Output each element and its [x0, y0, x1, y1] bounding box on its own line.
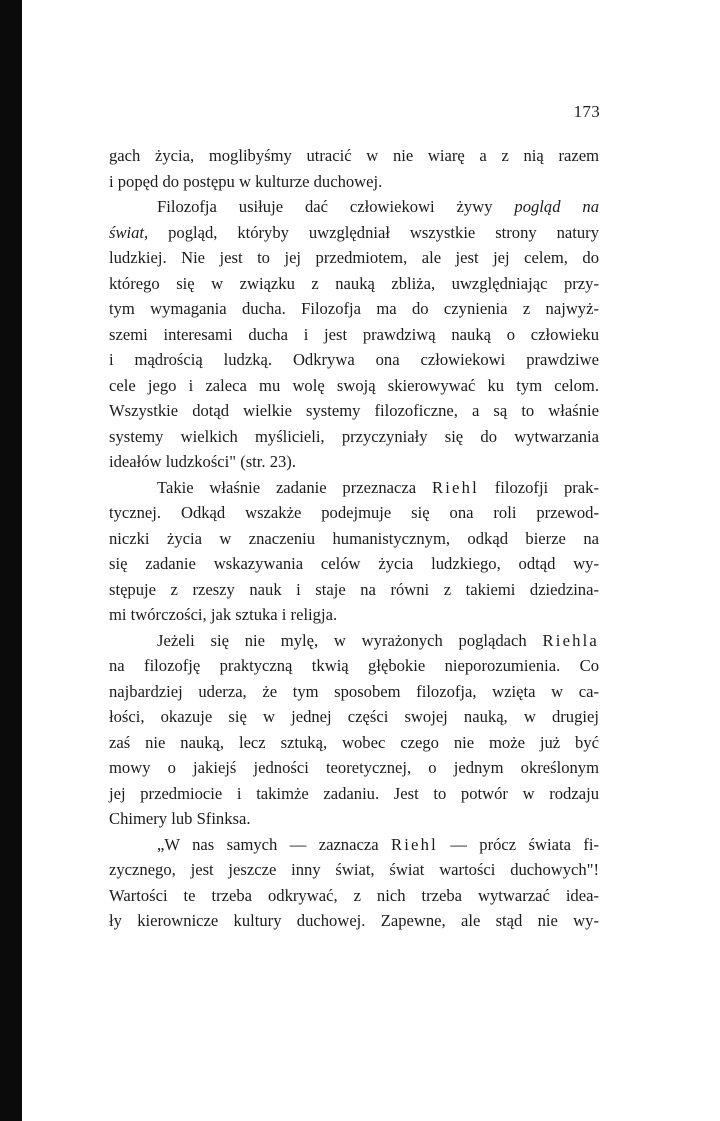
text-line: ideałów ludzkości" (str. 23). — [109, 452, 296, 471]
text-line: najbardziej uderza, że tym sposobem filozofja, wzięta w ca- — [109, 681, 599, 701]
text-line — [109, 220, 599, 246]
text-line: zycznego, jest jeszcze inny świat, świat wartości duchowych"! — [109, 860, 599, 879]
text-span: pogląd, któryby uwzględniał wszystkie strony natury — [148, 222, 599, 242]
text-line: zaś nie nauką, lecz sztuką, wobec czego nie może już być — [109, 732, 599, 752]
text-line: szemi interesami ducha i jest prawdziwą nauką o człowieku — [109, 324, 599, 344]
text-span: Filozofja usiłuje dać człowiekowi żywy — [157, 197, 515, 216]
author-name: Riehla — [542, 630, 599, 650]
text-line: gach życia, moglibyśmy utracić w nie wiarę a z nią razem — [109, 146, 599, 165]
text-line: łości, okazuje się w jednej części swojej nauką, w drugiej — [109, 707, 599, 726]
scan-binding-edge — [0, 0, 22, 1121]
text-line: Wszystkie dotąd wielkie systemy filozoficzne, a są to właśnie — [109, 401, 599, 420]
text-line: się zadanie wskazywania celów życia ludzkiego, odtąd wy- — [109, 554, 599, 573]
text-line — [109, 628, 599, 654]
text-line: tym wymagania ducha. Filozofja ma do czynienia z najwyż- — [109, 299, 599, 318]
text-line: mowy o jakiejś jedności teoretycznej, o jednym określonym — [109, 758, 599, 777]
text-span: „W nas samych — zaznacza — [157, 834, 391, 854]
text-span: filozofji prak- — [478, 477, 599, 497]
text-line: i mądrością ludzką. Odkrywa ona człowiekowi prawdziwe — [109, 350, 599, 369]
text-line: systemy wielkich myślicieli, przyczyniały się do wytwarzania — [109, 426, 599, 446]
author-name: Riehl — [390, 834, 438, 854]
text-span: Jeżeli się nie mylę, w wyrażonych poglądach — [157, 630, 543, 650]
page-number: 173 — [573, 102, 600, 121]
text-line: i popęd do postępu w kulturze duchowej. — [109, 171, 383, 191]
text-line: cele jego i zaleca mu wolę swoją skierowywać ku tym celom. — [109, 375, 599, 395]
text-span: Takie właśnie zadanie przeznacza — [157, 477, 432, 497]
text-line: jej przedmiocie i takimże zadaniu. Jest to potwór w rodzaju — [109, 783, 599, 803]
text-line: stępuje z rzeszy nauk i staje na równi z takiemi dziedzina- — [109, 579, 599, 599]
text-line — [109, 475, 599, 501]
author-name: Riehl — [431, 477, 479, 497]
text-line: ły kierownicze kultury duchowej. Zapewne, ale stąd nie wy- — [109, 911, 599, 930]
text-line: tycznej. Odkąd wszakże podejmuje się ona roli przewod- — [109, 503, 599, 522]
emphasis-text: świat, — [109, 222, 149, 242]
text-line: niczki życia w znaczeniu humanistycznym, odkąd bierze na — [109, 528, 599, 548]
text-line: Chimery lub Sfinksa. — [109, 809, 251, 828]
emphasis-text: pogląd na — [514, 197, 599, 216]
text-line — [109, 194, 599, 220]
text-line: ludzkiej. Nie jest to jej przedmiotem, ale jest jej celem, do — [109, 248, 599, 267]
text-line — [109, 832, 599, 858]
text-line: na filozofję praktyczną tkwią głębokie nieporozumienia. Co — [109, 656, 599, 675]
body-text — [109, 143, 599, 934]
text-line: Wartości te trzeba odkrywać, z nich trzeba wytwarzać idea- — [109, 885, 599, 905]
text-line: mi twórczości, jak sztuka i religja. — [109, 605, 338, 624]
text-span: — prócz świata fi- — [437, 834, 599, 854]
text-line: którego się w związku z nauką zbliża, uwzględniając przy- — [109, 273, 599, 293]
